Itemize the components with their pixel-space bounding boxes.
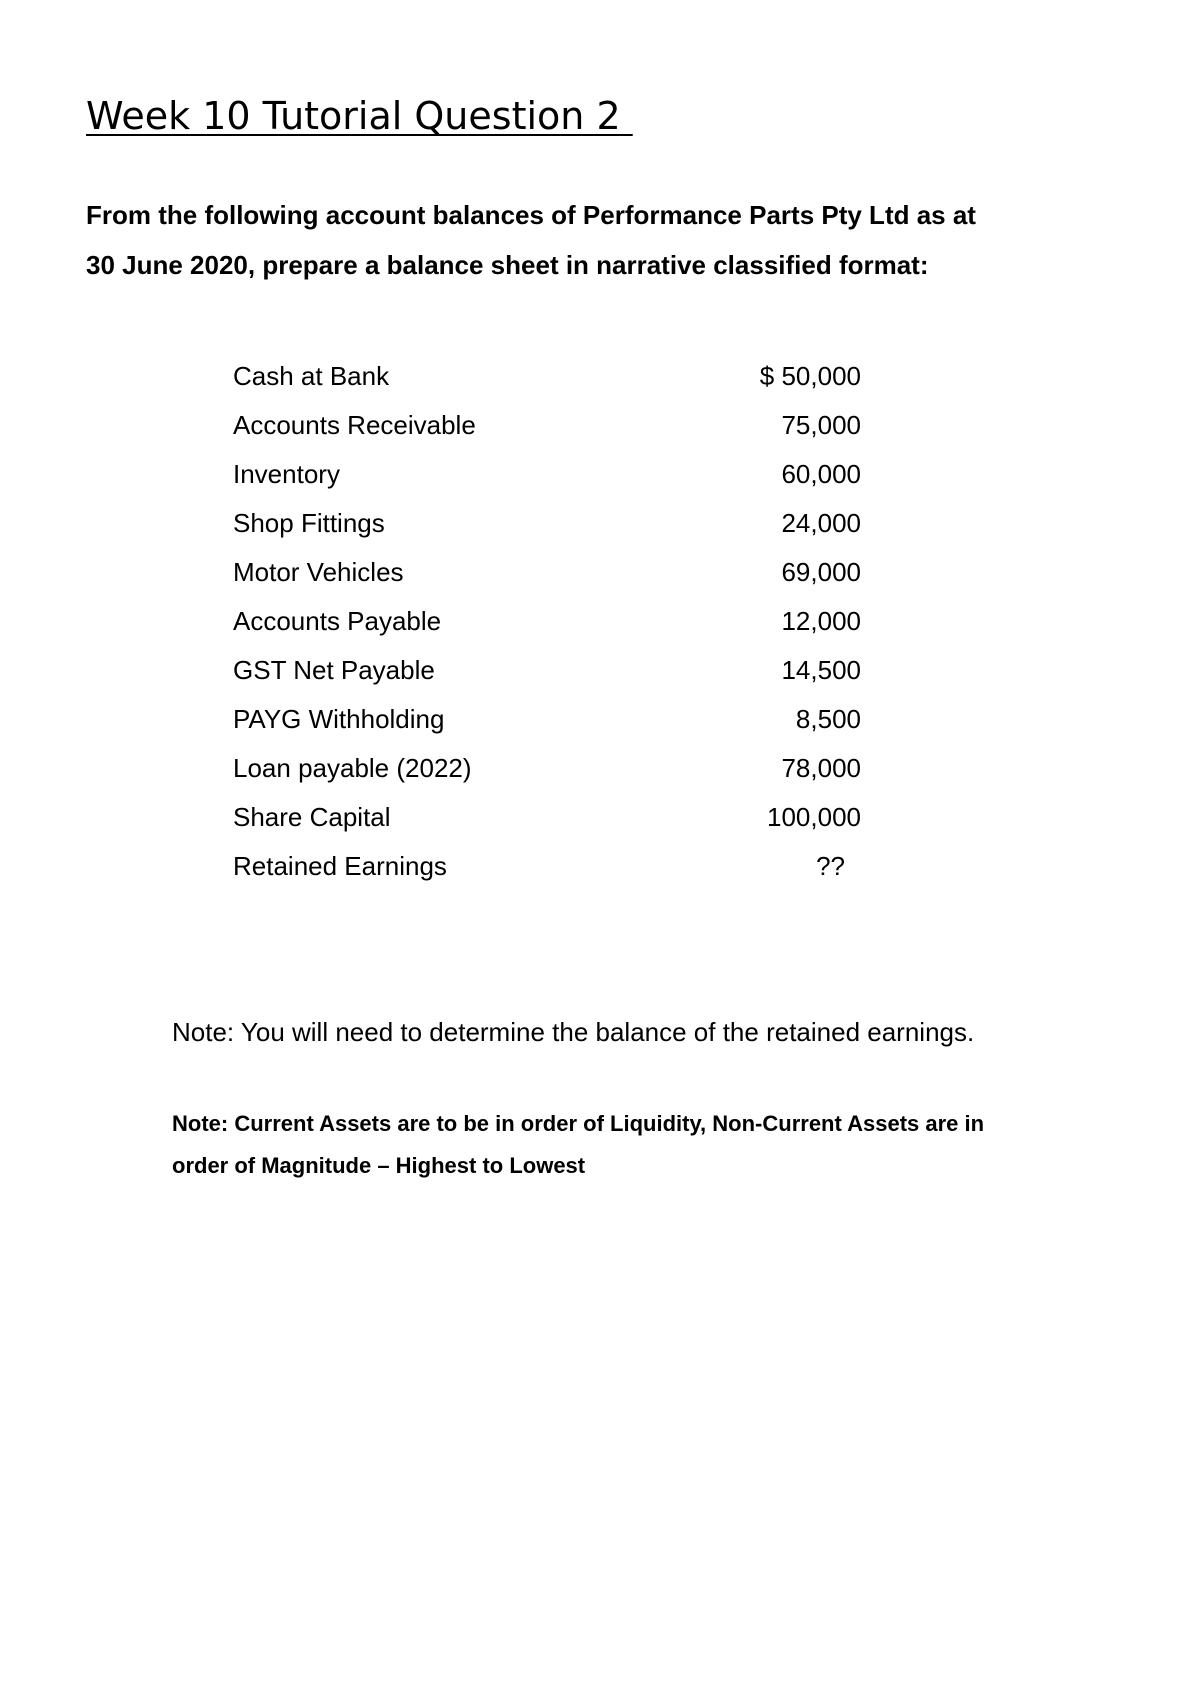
page-title: Week 10 Tutorial Question 2 xyxy=(86,94,633,138)
table-row xyxy=(233,548,873,597)
account-amount: $ 50,000 xyxy=(759,361,861,391)
table-row xyxy=(233,450,873,499)
account-name: Motor Vehicles xyxy=(233,557,404,587)
account-name: PAYG Withholding xyxy=(233,704,445,734)
account-name: Retained Earnings xyxy=(233,851,447,881)
ordering-note-line: Note: Current Assets are to be in order of Liquidity, Non-Current Assets are in xyxy=(172,1111,985,1136)
account-amount: 75,000 xyxy=(781,410,861,440)
table-row xyxy=(233,499,873,548)
table-row xyxy=(233,401,873,450)
account-name: Accounts Receivable xyxy=(233,410,476,440)
question-instructions xyxy=(86,190,1126,290)
account-name: GST Net Payable xyxy=(233,655,435,685)
account-name: Shop Fittings xyxy=(233,508,385,538)
table-row xyxy=(233,793,873,842)
account-balances-table xyxy=(233,352,873,891)
account-name: Share Capital xyxy=(233,802,391,832)
account-name: Cash at Bank xyxy=(233,361,390,391)
ordering-note-line: order of Magnitude – Highest to Lowest xyxy=(172,1153,586,1178)
table-row xyxy=(233,597,873,646)
table-row xyxy=(233,352,873,401)
account-amount: 78,000 xyxy=(781,753,861,783)
table-row xyxy=(233,646,873,695)
ordering-note xyxy=(172,1103,1092,1187)
account-name: Accounts Payable xyxy=(233,606,442,636)
table-row xyxy=(233,842,873,891)
retained-earnings-note: Note: You will need to determine the balance of the retained earnings. xyxy=(172,1017,975,1047)
account-amount: 14,500 xyxy=(781,655,861,685)
account-name: Inventory xyxy=(233,459,340,489)
account-amount: 8,500 xyxy=(795,704,861,734)
instruction-line: 30 June 2020, prepare a balance sheet in narrative classified format: xyxy=(86,250,929,280)
account-amount: ?? xyxy=(816,851,845,881)
table-row xyxy=(233,695,873,744)
instruction-line: From the following account balances of Performance Parts Pty Ltd as at xyxy=(86,200,976,230)
account-name: Loan payable (2022) xyxy=(233,753,472,783)
account-amount: 69,000 xyxy=(781,557,861,587)
account-amount: 100,000 xyxy=(767,802,861,832)
account-amount: 12,000 xyxy=(781,606,861,636)
account-amount: 24,000 xyxy=(781,508,861,538)
account-amount: 60,000 xyxy=(781,459,861,489)
table-row xyxy=(233,744,873,793)
